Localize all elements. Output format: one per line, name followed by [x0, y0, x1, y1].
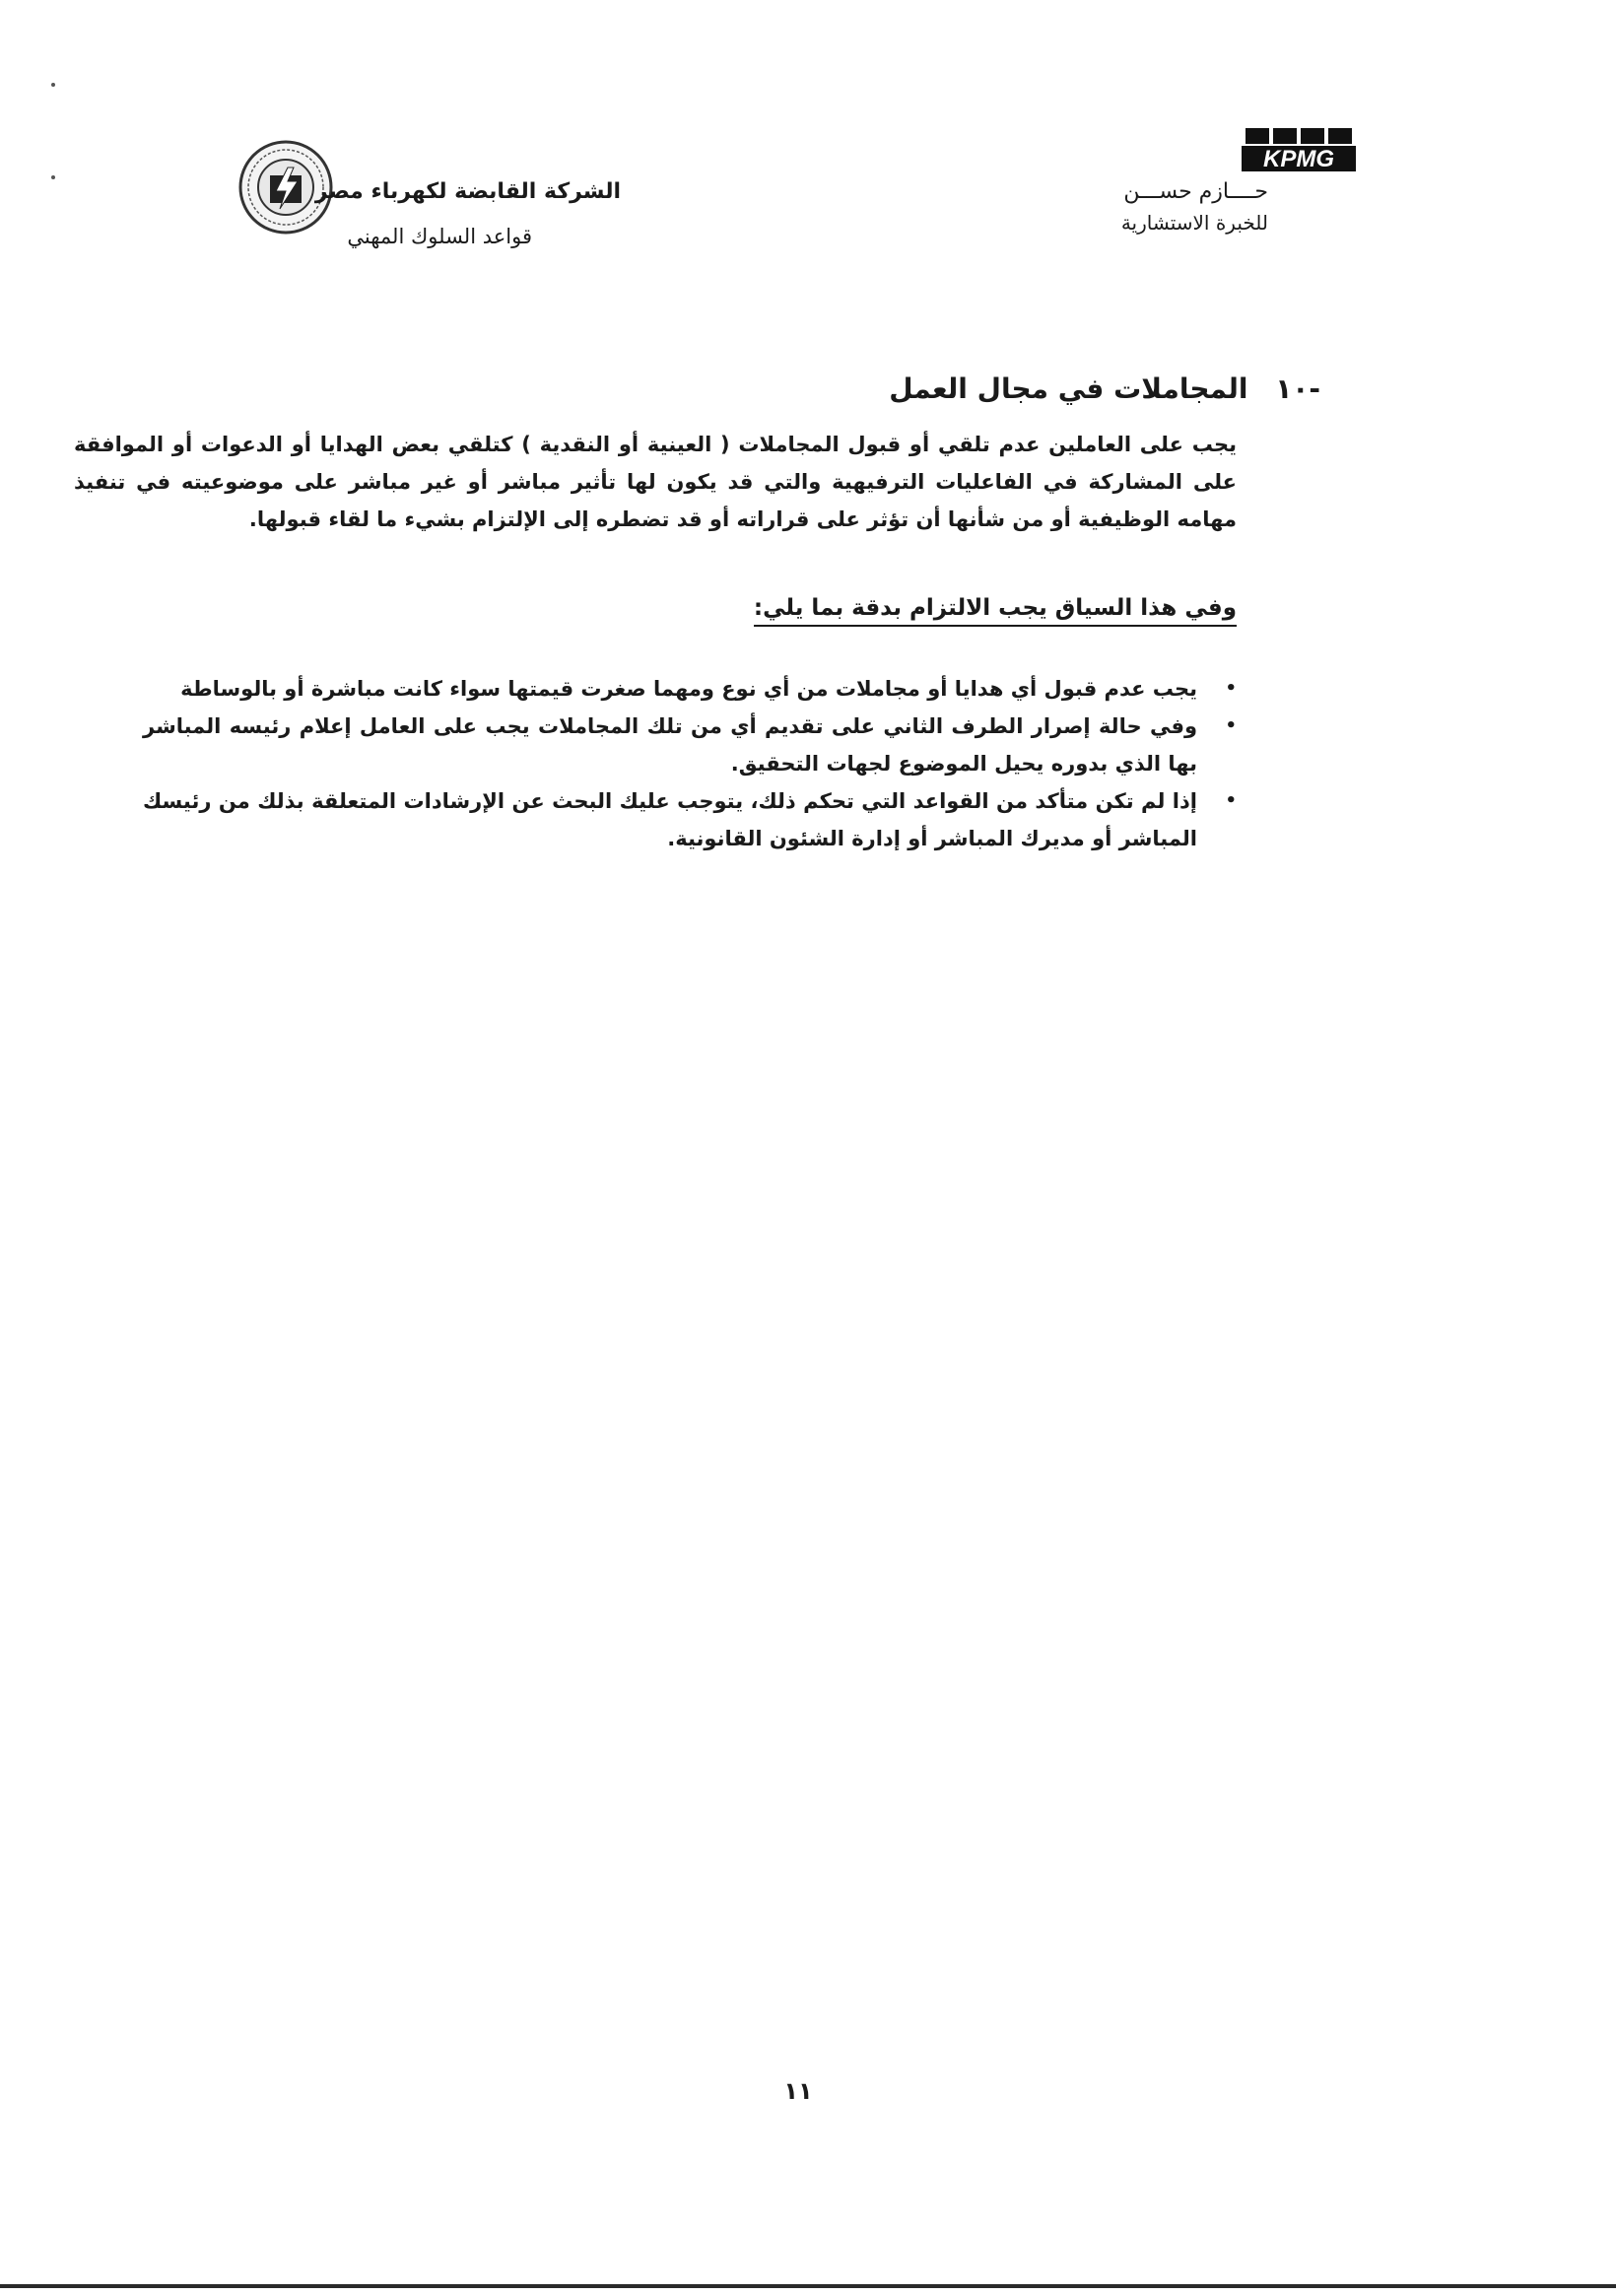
bullet-icon: • [1225, 678, 1237, 699]
company-name: الشركة القابضة لكهرباء مصر [314, 179, 621, 204]
kpmg-logo [1242, 128, 1360, 173]
list-item-text: يجب عدم قبول أي هدايا أو مجاملات من أي نوع ومهما صغرت قيمتها سواء كانت مباشرة أو بالوساطة [180, 677, 1197, 701]
section-intro: وفي هذا السياق يجب الالتزام بدقة بما يلي: [754, 595, 1237, 627]
section-heading [889, 372, 1320, 405]
firm-subtitle: للخبرة الاستشارية [1120, 211, 1268, 235]
firm-header [1035, 128, 1360, 246]
list-item [143, 782, 1237, 857]
section-paragraph: يجب على العاملين عدم تلقي أو قبول المجاملات ( العينية أو النقدية ) كتلقي بعض الهدايا أو الدعوات أو الموافقة على المشاركة في الفاعليات الترفيهية والتي قد يكون لها تأثير مباشر أو غير مباشر على موضوعيته في تنفيذ مهامه الوظيفية أو من شأنها أن تؤثر على قراراته أو قد تضطره إلى الإلتزام بشيء ما لقاء قبولها. [74, 433, 1237, 531]
section-title: المجاملات في مجال العمل [889, 372, 1248, 405]
firm-name: حــــازم حســـن [1123, 179, 1268, 204]
page-number: ١١ [783, 2077, 813, 2105]
bullet-icon: • [1225, 715, 1237, 736]
section-number: -١٠ [1275, 372, 1320, 405]
bullet-list [143, 670, 1237, 857]
company-header [236, 138, 650, 266]
list-item [143, 708, 1237, 782]
list-item [143, 670, 1237, 708]
bullet-icon: • [1225, 790, 1237, 811]
list-item-text: إذا لم تكن متأكد من القواعد التي تحكم ذلك، يتوجب عليك البحث عن الإرشادات المتعلقة بذلك من رئيسك المباشر أو مديرك المباشر أو إدارة الشئون القانونية. [143, 789, 1197, 850]
scan-edge-rule [0, 2284, 1616, 2288]
list-item-text: وفي حالة إصرار الطرف الثاني على تقديم أي من تلك المجاملات يجب على العامل إعلام رئيسه المباشر بها الذي بدوره يحيل الموضوع لجهات التحقيق. [143, 714, 1197, 776]
company-subtitle: قواعد السلوك المهني [347, 225, 532, 248]
scan-speck [51, 175, 55, 179]
kpmg-logo-text: KPMG [1263, 146, 1334, 172]
scan-speck [51, 83, 55, 87]
